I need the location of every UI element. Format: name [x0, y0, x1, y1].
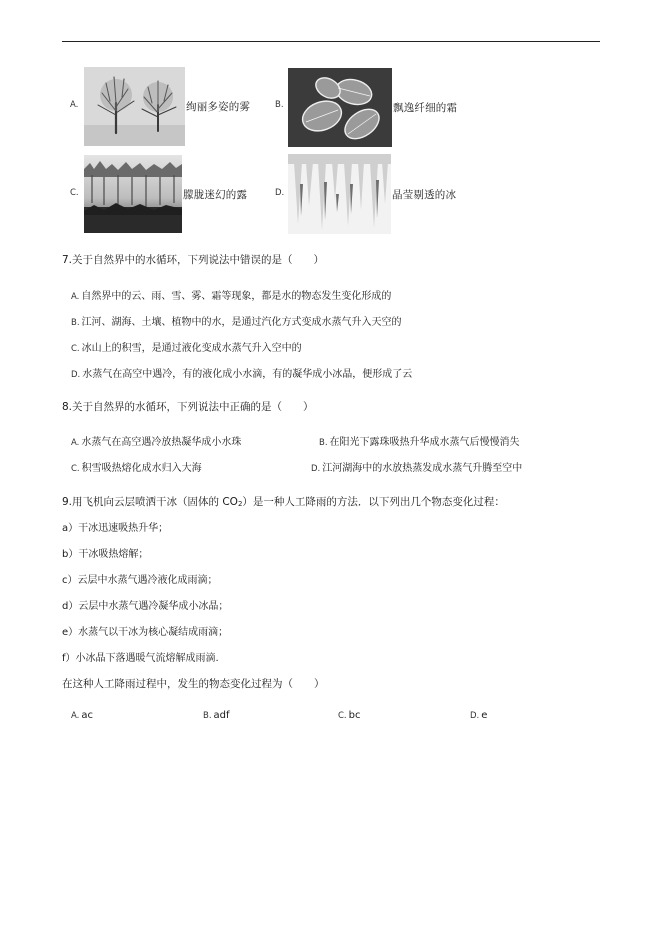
q6-option-b-caption: 飘逸纤细的霜 — [393, 102, 458, 114]
q9-option-a: A. ac — [71, 710, 94, 721]
q9-step-c: c）云层中水蒸气遇冷液化成雨滴； — [62, 575, 218, 586]
q7-option-b: B. 江河、湖海、土壤、植物中的水，是通过汽化方式变成水蒸气升入天空的 — [71, 317, 402, 328]
q9-step-a: a）干冰迅速吸热升华； — [62, 523, 169, 534]
icicles-image — [288, 154, 391, 234]
q9-step-b: b）干冰吸热熔解； — [62, 549, 149, 560]
q6-option-a-letter: A. — [70, 100, 79, 110]
frosted-leaves-image — [288, 68, 392, 147]
q9-question: 在这种人工降雨过程中，发生的物态变化过程为（ ） — [62, 678, 325, 690]
q9-option-b: B. adf — [203, 710, 230, 721]
q6-option-a-caption: 绚丽多姿的雾 — [186, 101, 251, 113]
q6-option-c-caption: 朦胧迷幻的露 — [183, 189, 248, 201]
q8-option-a: A. 水蒸气在高空遇冷放热凝华成小水珠 — [71, 437, 242, 448]
q9-step-f: f）小冰晶下落遇暖气流熔解成雨滴. — [62, 653, 219, 664]
q9-step-d: d）云层中水蒸气遇冷凝华成小冰晶； — [62, 601, 229, 612]
q7-option-a: A. 自然界中的云、雨、雪、雾、霜等现象，都是水的物态发生变化形成的 — [71, 291, 392, 302]
header-rule — [62, 41, 600, 42]
q9-stem: 9.用飞机向云层喷洒干冰（固体的 CO2）是一种人工降雨的方法．以下列出几个物态变化过程： — [62, 496, 505, 508]
q6-option-d-caption: 晶莹剔透的冰 — [392, 189, 457, 201]
q6-option-b-letter: B. — [275, 100, 284, 110]
trees-fog-image — [84, 67, 185, 146]
q6-option-d-letter: D. — [275, 188, 285, 198]
q7-option-c: C. 冰山上的积雪，是通过液化变成水蒸气升入空中的 — [71, 343, 302, 354]
q9-step-e: e）水蒸气以干冰为核心凝结成雨滴； — [62, 627, 229, 638]
q9-option-c: C. bc — [338, 710, 361, 721]
q9-option-d: D. e — [470, 710, 488, 721]
q8-stem: 8.关于自然界的水循环，下列说法中正确的是（ ） — [62, 401, 314, 413]
q8-option-c: C. 积雪吸热熔化成水归入大海 — [71, 463, 202, 474]
q8-option-d: D. 江河湖海中的水放热蒸发成水蒸气升腾至空中 — [311, 463, 523, 474]
misty-forest-image — [84, 155, 182, 233]
q6-option-c-letter: C. — [70, 188, 79, 198]
q7-stem: 7.关于自然界中的水循环，下列说法中错误的是（ ） — [62, 254, 325, 266]
q7-option-d: D. 水蒸气在高空中遇冷，有的液化成小水滴，有的凝华成小冰晶，便形成了云 — [71, 369, 413, 380]
q8-option-b: B. 在阳光下露珠吸热升华成水蒸气后慢慢消失 — [319, 437, 520, 448]
